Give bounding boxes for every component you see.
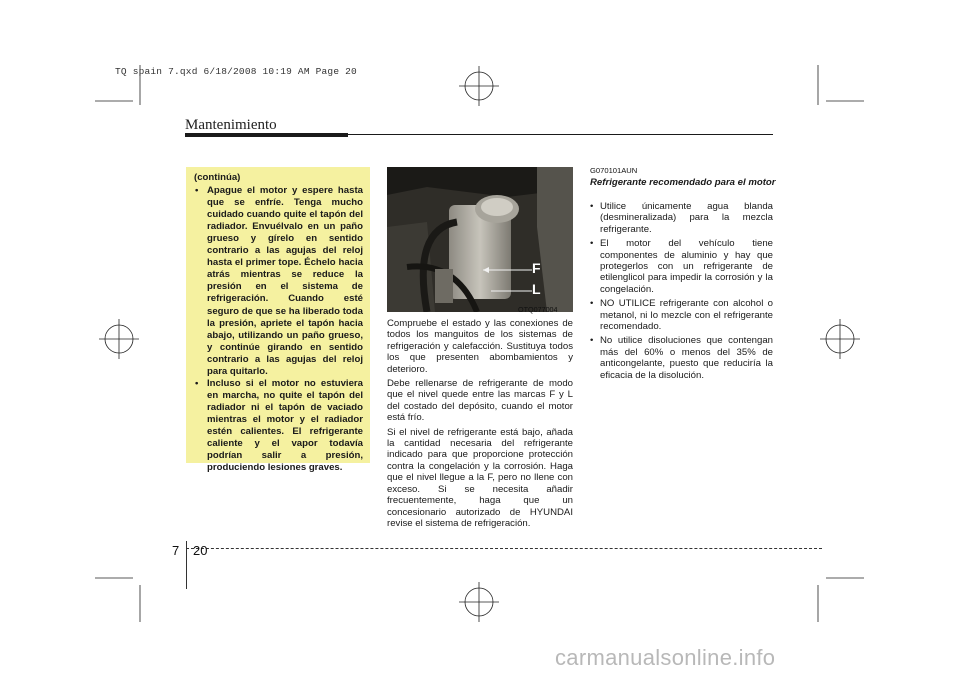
chapter-number: 7 (172, 543, 180, 558)
section-code: G070101AUN (590, 166, 638, 175)
print-slug: TQ spain 7.qxd 6/18/2008 10:19 AM Page 20 (115, 66, 357, 77)
header-rule (348, 134, 773, 135)
recommendation-list (590, 201, 773, 384)
watermark: carmanualsonline.info (555, 645, 776, 670)
mark-f-label: F (532, 260, 541, 276)
list-item: • NO UTILICE refrigerante con alcohol o metanol, ni lo mezcle con el refrigerante recomendado. (590, 298, 773, 332)
registration-target-top (459, 66, 499, 106)
warning-list (194, 185, 363, 474)
mark-l-label: L (532, 281, 541, 297)
coolant-reservoir-photo (387, 167, 573, 312)
paragraph: Compruebe el estado y las conexiones de todos los manguitos de los sistemas de refrigeración y calefacción. Sustituya todos los que presenten abombamientos y deterioro. (387, 318, 573, 375)
footer-divider (186, 541, 187, 589)
warning-box (186, 167, 370, 474)
registration-target-right (820, 319, 860, 359)
page-number: 20 (193, 543, 208, 558)
section-title: Mantenimiento (185, 117, 277, 133)
registration-target-left (99, 319, 139, 359)
figure-caption: OTQ077004 (518, 305, 558, 314)
paragraph: Si el nivel de refrigerante está bajo, añada la cantidad necesaria del refrigerante indicado para que proporcione protección contra la congelación y la corrosión. Haga que el nivel llegue a la F, pero no llene con exceso. Si se necesita añadir frecuentemente, haga que un concesionario autorizado de HYUNDAI revise el sistema de refrigeración. (387, 426, 573, 529)
middle-column (387, 318, 573, 532)
warning-continued: (continúa) (194, 172, 241, 183)
warning-item: • Incluso si el motor no estuviera en marcha, no quite el tapón del radiador ni el tapón de vaciado mientras el motor y el radiador estén calientes. El refrigerante caliente y el vapor todavía podrían salir a presión, produciendo lesiones graves. (194, 378, 363, 474)
list-item: • Utilice únicamente agua blanda (desmineralizada) para la mezcla refrigerante. (590, 201, 773, 235)
paragraph: Debe rellenarse de refrigerante de modo que el nivel quede entre las marcas F y L del costado del depósito, cuando el motor está frío. (387, 378, 573, 424)
list-item: • No utilice disoluciones que contengan más del 60% o menos del 35% de anticongelante, puesto que reduciría la eficacia de la disolución. (590, 335, 773, 381)
header-bar (185, 133, 348, 137)
warning-item: • Apague el motor y espere hasta que se enfríe. Tenga mucho cuidado cuando quite el tapón del radiador. Envuélvalo en un paño grueso y gírelo en sentido contrario a las agujas del reloj hasta el primer tope. Échelo hacia atrás mientras se reduce la presión en el sistema de refrigeración. Cuando esté seguro de que se ha liberado toda la presión, apriete el tapón hacia abajo, utilizando un paño grueso, y continúe girando en sentido contrario a las agujas del reloj para quitarlo. (194, 185, 363, 378)
list-item: • El motor del vehículo tiene componentes de aluminio y hay que protegerlos con un refrigerante de etilenglicol para impedir la corrosión y la congelación. (590, 238, 773, 295)
registration-target-bottom (459, 582, 499, 622)
footer-rule (186, 548, 822, 549)
section-heading: Refrigerante recomendado para el motor (590, 177, 776, 188)
